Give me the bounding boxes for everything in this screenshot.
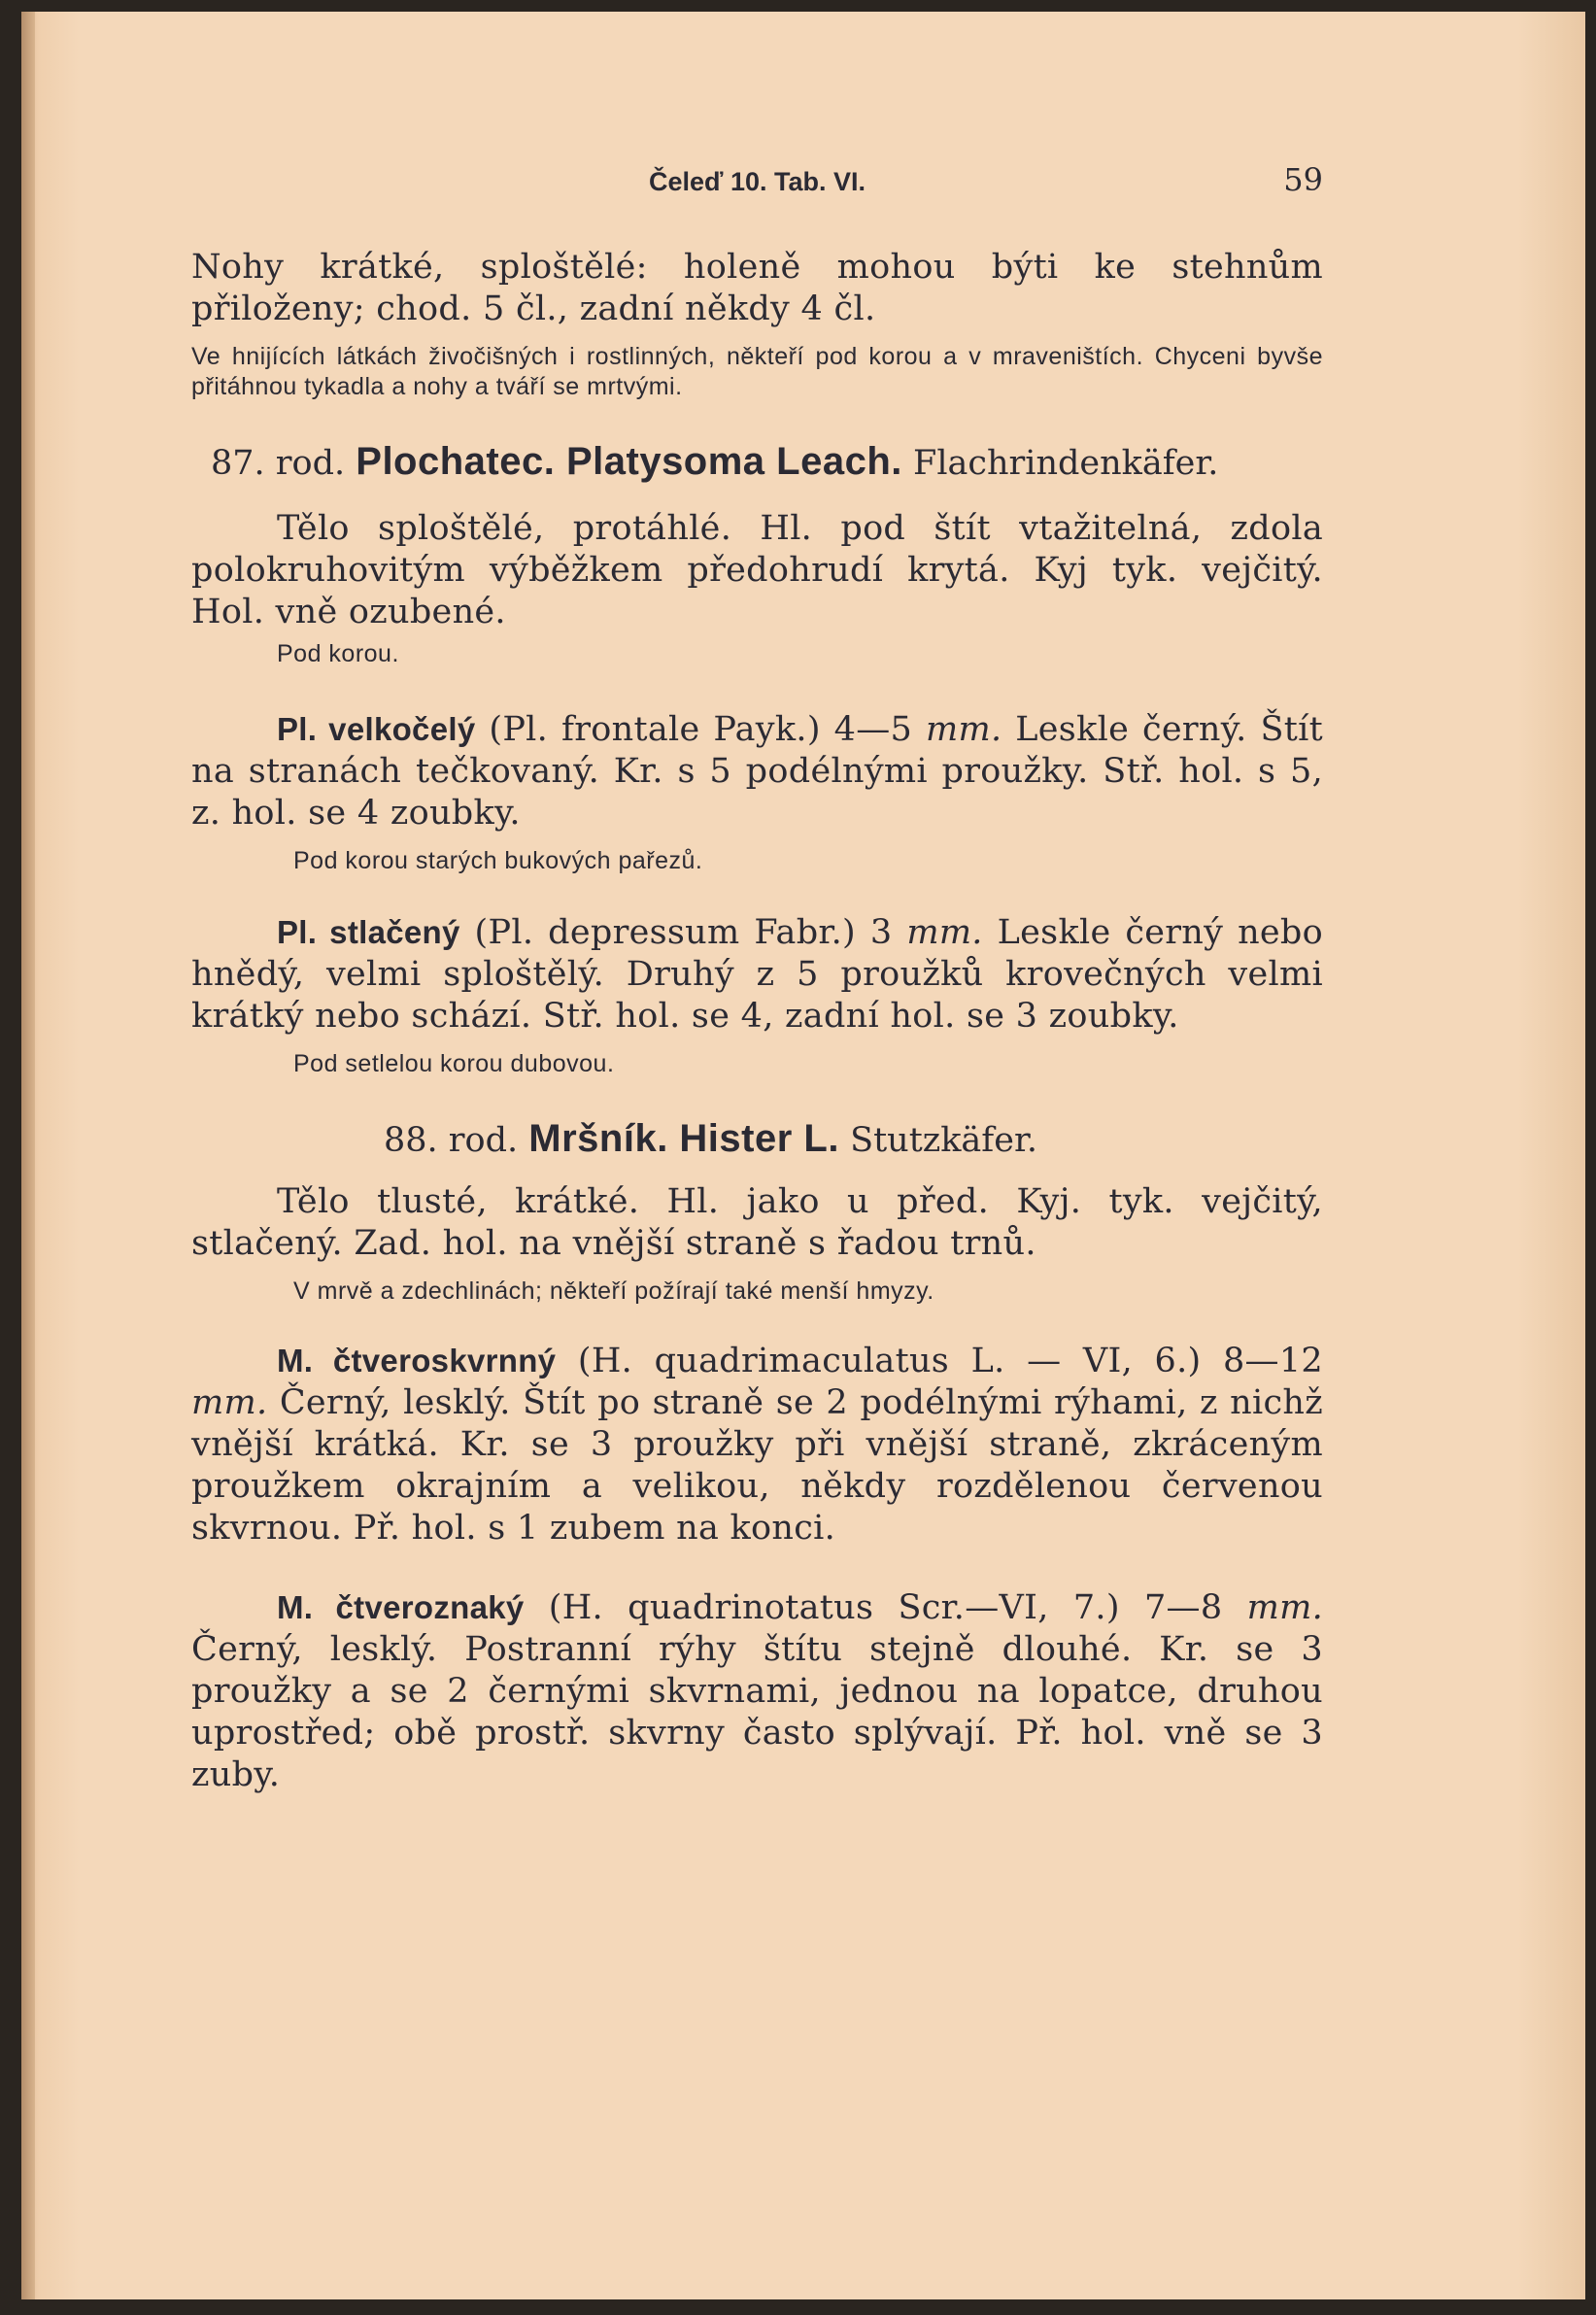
- page-spine-shadow: [21, 12, 35, 2299]
- species-2-text-b: Leskle černý nebo hnědý, velmi sploštělý. Druhý z 5 proužků krovečných velmi krátký nebo schází. Stř. hol. se 4, zadní hol. se 3 zoubky.: [191, 913, 1323, 1036]
- species-2-unit: mm.: [906, 913, 983, 952]
- genus-87-german: Flachrindenkäfer.: [913, 444, 1219, 483]
- genus-87-description: Tělo sploštělé, protáhlé. Hl. pod štít vtažitelná, zdola polokruhovitým výběžkem předohrudí krytá. Kyj tyk. vejčitý. Hol. vně ozubené.: [191, 509, 1323, 631]
- page-number: 59: [1283, 161, 1323, 198]
- species-2-entry: [191, 911, 1323, 1038]
- genus-88-heading: [191, 1118, 1323, 1162]
- genus-88-name: Mršník. Hister L.: [528, 1117, 839, 1160]
- species-1-name: Pl. velkočelý: [277, 711, 476, 747]
- genus-88-description: Tělo tlusté, krátké. Hl. jako u před. Kyj. tyk. vejčitý, stlačený. Zad. hol. na vnější straně s řadou trnů.: [191, 1182, 1323, 1263]
- species-1-unit: mm.: [925, 710, 1002, 749]
- genus-87-prefix: 87. rod.: [211, 444, 346, 483]
- species-3-unit: mm.: [191, 1383, 268, 1422]
- header-title: Čeleď 10. Tab. VI.: [649, 167, 866, 196]
- page-content: [191, 148, 1323, 1796]
- genus-88-note: V mrvě a zdechlinách; někteří požírají také menší hmyzy.: [293, 1277, 934, 1305]
- intro-note: Ve hnijících látkách živočišných i rostlinných, někteří pod korou a v mraveništích. Chyceni byvše přitáhnou tykadla a nohy a tváří se mrtvými.: [191, 343, 1323, 400]
- species-4-text-b: Černý, lesklý. Postranní rýhy štítu stejně dlouhé. Kr. se 3 proužky a se 2 černými skvrnami, jednou na lopatce, druhou uprostřed; obě prostř. skvrny často splývají. Př. hol. vně se 3 zuby.: [191, 1630, 1323, 1794]
- species-1-text-b: Leskle černý. Štít na stranách tečkovaný. Kr. s 5 podélnými proužky. Stř. hol. s 5, z. hol. se 4 zoubky.: [191, 710, 1323, 833]
- species-1-text-a: (Pl. frontale Payk.) 4—5: [489, 710, 913, 749]
- species-3-name: M. čtveroskvrnný: [277, 1343, 557, 1379]
- book-page: [21, 12, 1585, 2299]
- genus-88-prefix: 88. rod.: [384, 1121, 519, 1160]
- genus-87-note: Pod korou.: [277, 640, 399, 667]
- species-2-name: Pl. stlačený: [277, 914, 460, 950]
- genus-87-heading: [191, 441, 1323, 485]
- species-4-text-a: (H. quadrinotatus Scr.—VI, 7.) 7—8: [548, 1588, 1223, 1627]
- species-3-entry: [191, 1340, 1323, 1549]
- species-1-entry: [191, 708, 1323, 834]
- species-4-name: M. čtveroznaký: [277, 1589, 525, 1625]
- intro-text: Nohy krátké, sploštělé: holeně mohou býti ke stehnům přiloženy; chod. 5 čl., zadní někdy 4 čl.: [191, 248, 1323, 328]
- running-header: [191, 148, 1323, 206]
- genus-87-name: Plochatec. Platysoma Leach.: [356, 440, 902, 483]
- species-3-text-b: Černý, lesklý. Štít po straně se 2 podélnými rýhami, z nichž vnější krátká. Kr. se 3 proužky při vnější straně, zkráceným proužkem okrajním a velikou, někdy rozdělenou červenou skvrnou. Př. hol. s 1 zubem na konci.: [191, 1383, 1323, 1548]
- species-1-note: Pod korou starých bukových pařezů.: [293, 847, 703, 874]
- genus-88-german: Stutzkäfer.: [850, 1121, 1037, 1160]
- species-3-text-a: (H. quadrimaculatus L. — VI, 6.) 8—12: [577, 1342, 1323, 1380]
- species-2-note: Pod setlelou korou dubovou.: [293, 1050, 615, 1077]
- species-2-text-a: (Pl. depressum Fabr.) 3: [474, 913, 893, 952]
- species-4-unit: mm.: [1246, 1588, 1323, 1627]
- species-4-entry: [191, 1586, 1323, 1796]
